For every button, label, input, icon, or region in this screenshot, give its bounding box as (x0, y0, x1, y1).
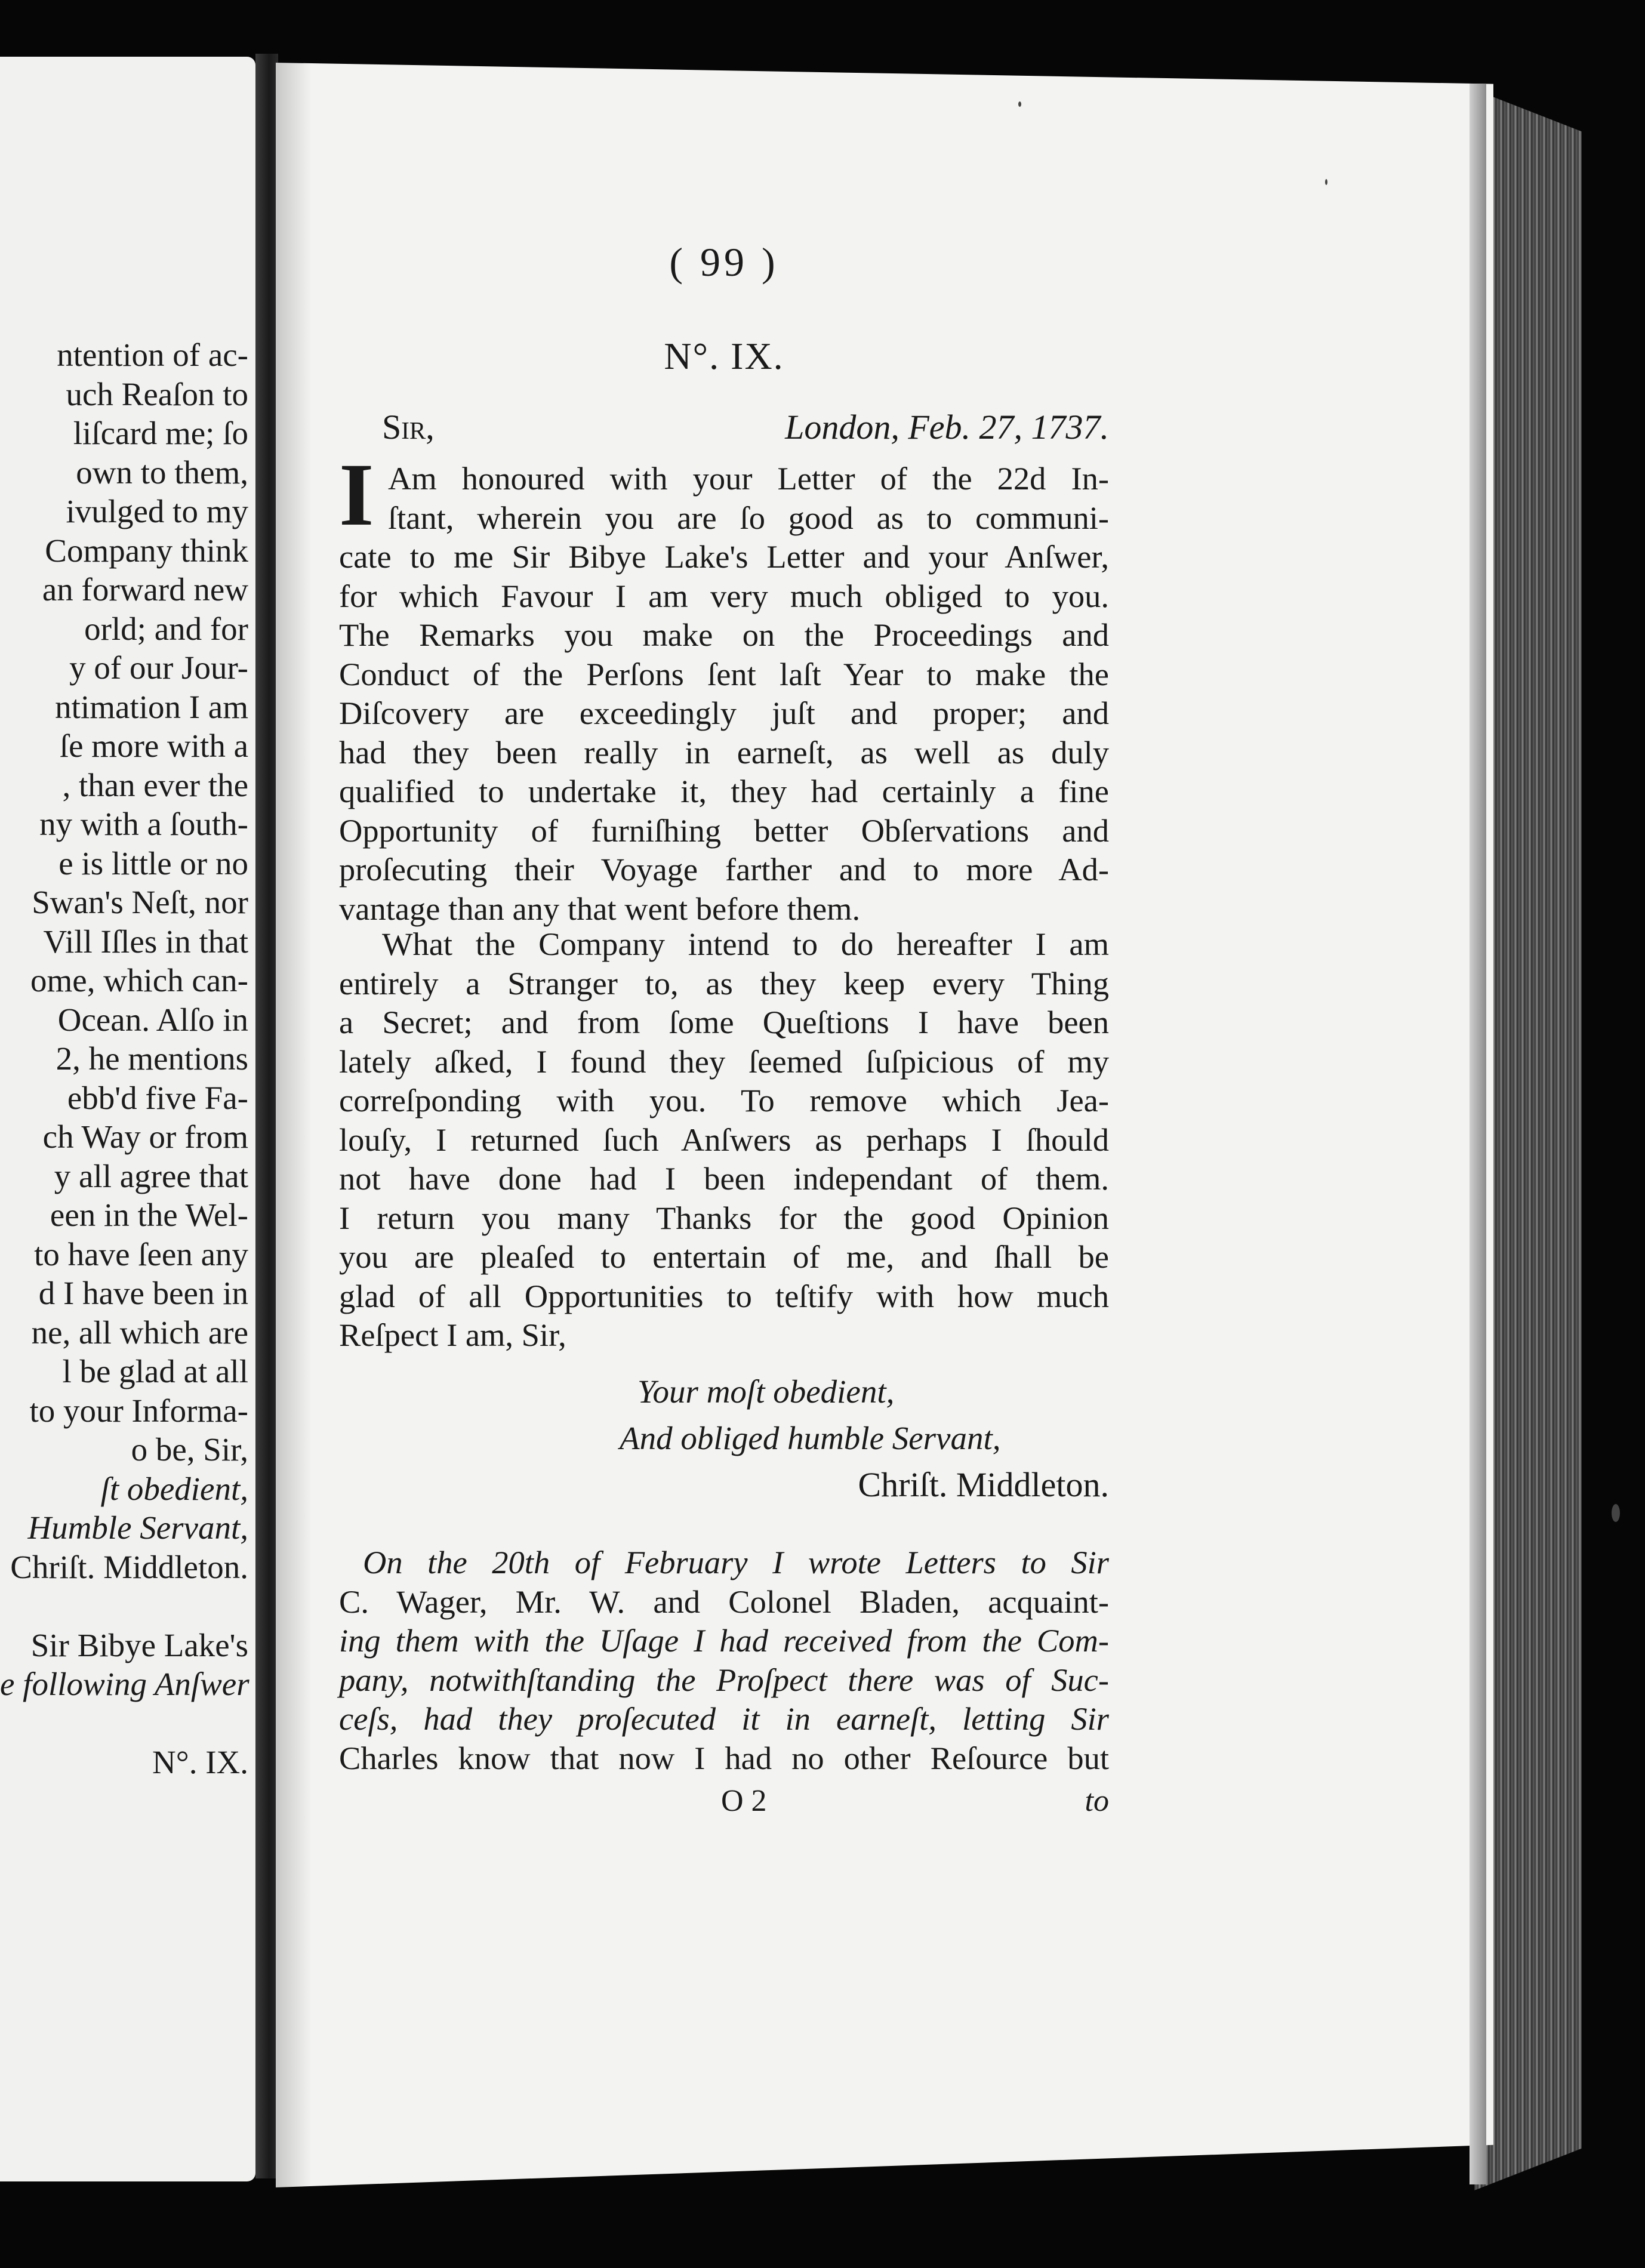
text-line: lately aſked, I found they ſeemed ſuſpicious of my (339, 1043, 1109, 1080)
text-line: qualified to undertake it, they had certainly a fine (339, 773, 1109, 809)
left-page-line: y of our Jour- (69, 649, 248, 686)
page-edge-highlight (1470, 84, 1486, 2184)
left-page-line: ny with a ſouth- (39, 806, 248, 842)
drop-cap: I (339, 445, 374, 544)
left-page-line: Vill Iſles in that (43, 923, 248, 960)
closing-line-1: Your moſt obedient, (637, 1373, 895, 1410)
left-page-line: N°. IX. (152, 1744, 248, 1780)
left-page-line: ome, which can- (30, 962, 248, 999)
text-line: vantage than any that went before them. (339, 890, 861, 927)
left-page-line: an forward new (42, 571, 248, 608)
gutter-shadow (276, 63, 312, 2187)
left-page-line: ebb'd five Fa- (67, 1079, 248, 1116)
text-line: ſtant, wherein you are ſo good as to communi- (388, 499, 1109, 536)
left-page-line: o be, Sir, (131, 1431, 248, 1468)
left-page-line: , than ever the (62, 766, 248, 803)
left-page (0, 57, 255, 2181)
left-page-line: ntention of ac- (57, 337, 248, 373)
text-line: you are pleaſed to entertain of me, and ſhall be (339, 1238, 1109, 1275)
left-page-line: liſcard me; ſo (73, 415, 248, 451)
left-page-line: own to them, (76, 454, 248, 491)
text-line: proſecuting their Voyage farther and to more Ad- (339, 851, 1109, 888)
salutation: Sir, (382, 408, 435, 446)
text-line: glad of all Opportunities to teſtify with how much (339, 1277, 1109, 1314)
left-page-line: een in the Wel- (50, 1197, 248, 1233)
left-page-line: Swan's Neſt, nor (32, 884, 248, 920)
text-line: pany, notwithſtanding the Proſpect there was of Suc- (339, 1661, 1109, 1698)
text-line: for which Favour I am very much obliged to you. (339, 577, 1109, 614)
dateline: London, Feb. 27, 1737. (785, 408, 1109, 446)
text-line: Opportunity of furniſhing better Obſervations and (339, 812, 1109, 849)
text-line: louſy, I returned ſuch Anſwers as perhaps I ſhould (339, 1121, 1109, 1158)
text-line: had they been really in earneſt, as well as duly (339, 734, 1109, 771)
text-line: The Remarks you make on the Proceedings and (339, 617, 1109, 653)
book-gutter (255, 54, 278, 2178)
left-page-line: uch Reaſon to (66, 375, 248, 412)
left-page-line: l be glad at all (62, 1353, 248, 1389)
text-line: On the 20th of February I wrote Letters to Sir (363, 1544, 1109, 1580)
text-line: ceſs, had they proſecuted it in earneſt, letting Sir (339, 1700, 1109, 1737)
left-page-line: e is little or no (58, 845, 248, 882)
left-page-line: ch Way or from (42, 1118, 248, 1155)
left-page-line: y all agree that (54, 1157, 248, 1194)
text-line: I return you many Thanks for the good Opinion (339, 1199, 1109, 1236)
left-page-line: Humble Servant, (27, 1509, 248, 1546)
dust-speck (1612, 1504, 1620, 1522)
page-number: ( 99 ) (669, 239, 779, 285)
left-page-line: 2, he mentions (56, 1040, 248, 1077)
left-page-line: ſt obedient, (100, 1470, 248, 1507)
dust-speck (1018, 101, 1021, 107)
text-line: cate to me Sir Bibye Lake's Letter and your Anſwer, (339, 538, 1109, 575)
text-line: ing them with the Uſage I had received from the Com- (339, 1622, 1109, 1659)
closing-line-2: And obliged humble Servant, (620, 1420, 1001, 1456)
text-line: Diſcovery are exceedingly juſt and proper; and (339, 695, 1109, 731)
left-page-line: ne, all which are (31, 1314, 248, 1351)
text-line: What the Company intend to do hereafter I am (382, 926, 1109, 962)
text-line: not have done had I been independant of them. (339, 1160, 1109, 1197)
left-page-line: Sir Bibye Lake's (30, 1626, 248, 1663)
left-page-line: Company think (45, 532, 248, 569)
left-page-line: ſe more with a (59, 728, 248, 764)
text-line: entirely a Stranger to, as they keep every Thing (339, 964, 1109, 1002)
text-line: Charles know that now I had no other Reſource but (339, 1739, 1109, 1776)
left-page-line: to your Informa- (29, 1392, 248, 1429)
text-line: a Secret; and from ſome Queſtions I have been (339, 1004, 1109, 1040)
text-line: correſponding with you. To remove which Jea- (339, 1082, 1109, 1118)
left-page-line: e following Anſwer (0, 1666, 249, 1702)
left-page-line: Ocean. Alſo in (57, 1001, 248, 1038)
left-page-line: Chriſt. Middleton. (10, 1548, 248, 1585)
catchword: to (1085, 1784, 1109, 1818)
left-page-line: ivulged to my (66, 493, 248, 529)
left-page-line: to have ſeen any (34, 1235, 248, 1272)
text-line: C. Wager, Mr. W. and Colonel Bladen, acquaint- (339, 1583, 1109, 1620)
left-page-line: orld; and for (84, 610, 248, 647)
dust-speck (1325, 179, 1327, 185)
text-line: Reſpect I am, Sir, (339, 1317, 566, 1353)
text-line: Conduct of the Perſons ſent laſt Year to make the (339, 655, 1109, 692)
document-number: N°. IX. (664, 335, 784, 377)
left-page-line: d I have been in (38, 1275, 248, 1311)
signature: Chriſt. Middleton. (858, 1465, 1109, 1504)
text-line: Am honoured with your Letter of the 22d In- (388, 460, 1109, 497)
signature-mark: O 2 (721, 1784, 767, 1818)
left-page-line: ntimation I am (55, 688, 248, 725)
